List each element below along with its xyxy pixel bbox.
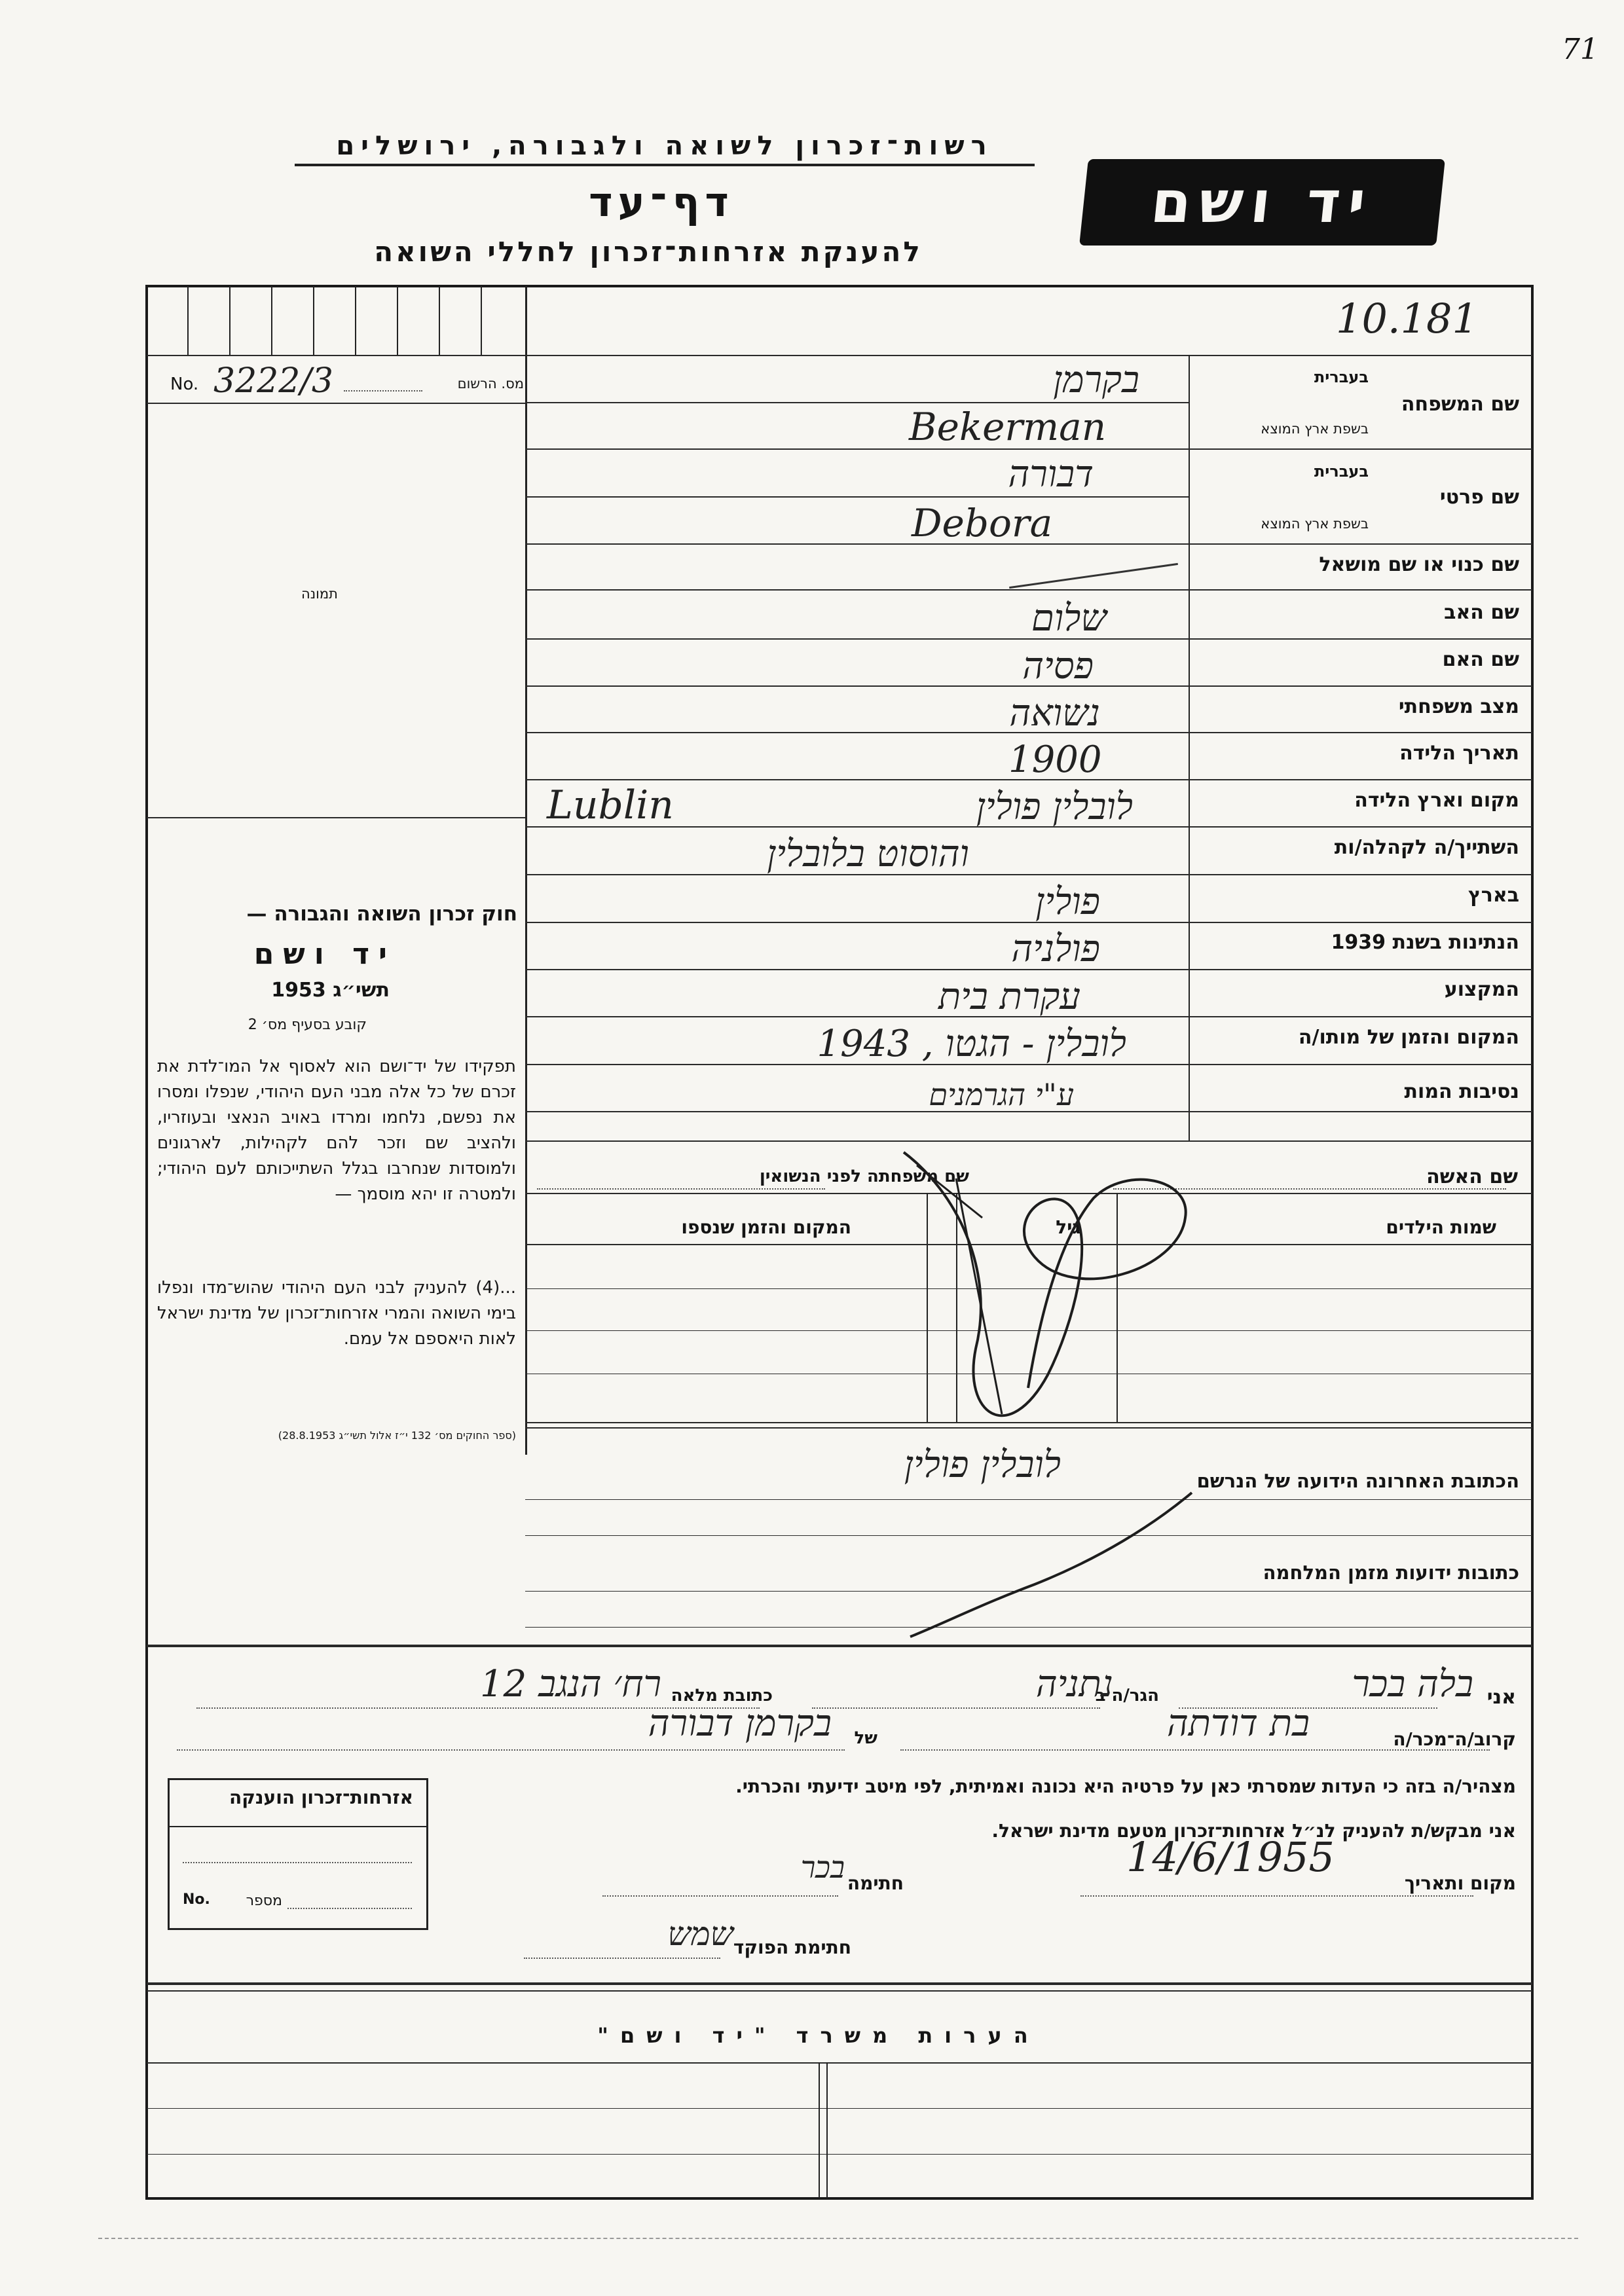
children-place-label: המקום והזמן שנספו (681, 1216, 851, 1238)
row-line (525, 638, 1532, 640)
law-body: תפקידו של יד־ושם הוא לאסוף אל המו־לדת את זכרם של כל אלה מבני העם היהודי, שנפלו ומסרו את נפשם, נלחמו ומרדו באויב הנאצי ובעוזריו, ולהציב שם וזכר להם לקהילות, לארגונים ולמוסדות שנחרבו בגלל השתייכותם לעם היהודי; ולמטרה זו יהא מוסמך — (157, 1057, 516, 1204)
declarant-city-value: נתניה (1035, 1663, 1113, 1705)
declarant-city-dots (812, 1707, 1100, 1709)
top-number: 10.181 (1336, 295, 1478, 342)
relation-of-dots (177, 1749, 845, 1751)
relation-dots (900, 1749, 1490, 1751)
citizenship-1939-label: הנתינות בשנת 1939 (1331, 931, 1519, 954)
row-line (1189, 448, 1532, 450)
registration-no-label: No. (170, 374, 199, 394)
bottom-edge-mark (98, 2238, 1578, 2239)
law-clause: קובע בסעיף מס׳ 2 (248, 1017, 367, 1033)
declarant-full-address-value: רח׳ הנגב 12 (480, 1663, 661, 1705)
office-notes-divider (819, 2062, 820, 2198)
profession-value: עקרת בית (938, 975, 1080, 1018)
page-number: 71 (1562, 33, 1598, 66)
registration-dots (344, 390, 422, 392)
first-name-origin-value: Debora (912, 501, 1053, 545)
grid-line (439, 286, 440, 355)
citizenship-box-title: אזרחות־זכרון הוענקה (229, 1787, 413, 1808)
family-name-hebrew-value: בקרמן (1053, 359, 1139, 401)
left-column-divider (525, 286, 527, 1455)
officer-dots (524, 1958, 720, 1959)
last-address-label: הכתובת האחרונה הידועה של הנרשם (1196, 1470, 1519, 1492)
value-line (525, 543, 1189, 545)
declarant-full-address-label: כתובת מלאה (671, 1686, 773, 1705)
declarant-name-value: בלה בכר (1352, 1663, 1473, 1705)
grid-line (147, 355, 1532, 356)
mother-value: פסיה (1022, 645, 1094, 687)
grid-line (147, 403, 525, 404)
value-line (525, 402, 1189, 403)
law-year: תשי״ג 1953 (271, 979, 390, 1002)
children-age-label: גיל (1056, 1216, 1080, 1238)
grid-line (147, 817, 525, 818)
office-notes-top-line (147, 1982, 1532, 1985)
profession-label: המקצוע (1444, 978, 1519, 1001)
grid-line (187, 286, 189, 355)
office-notes-line (147, 1990, 1532, 1992)
grid-line (481, 286, 482, 355)
declarant-address-label: הגר/ה ב (1095, 1686, 1159, 1705)
death-cause-label: נסיבות המות (1404, 1080, 1519, 1103)
crossing-out-scribble (877, 1139, 1244, 1467)
first-name-sub-origin: בשפת ארץ המוצא (1261, 516, 1369, 532)
grid-line (397, 286, 398, 355)
request-text: אני מבקש/ת להעניק לנ״ל אזרחות־זכרון מטעם מדינת ישראל. (991, 1820, 1516, 1842)
war-addresses-label: כתובות ידועות מזמן המלחמה (1263, 1561, 1519, 1584)
grid-line (355, 286, 356, 355)
mother-label: שם האם (1442, 648, 1519, 671)
office-notes-line (147, 2062, 1532, 2064)
first-name-label: שם פרטי (1439, 486, 1519, 509)
row-line (525, 874, 1532, 875)
signature-dots (602, 1895, 838, 1897)
value-line (525, 496, 1189, 498)
family-name-origin-value: Bekerman (909, 405, 1107, 449)
form-title: דף־עד (589, 178, 734, 226)
citizenship-box-number-label: מספר (246, 1893, 282, 1909)
wife-maiden-label: שם משפחתה לפני הנשואין (759, 1167, 969, 1186)
relation-value: בת דודתה (1166, 1702, 1310, 1745)
family-name-label: שם המשפחה (1401, 393, 1519, 416)
relation-of-value: בקרמן דבורה (648, 1702, 832, 1745)
place-date-dots (1080, 1895, 1473, 1897)
declarant-i-label: אני (1486, 1686, 1516, 1709)
birth-place-value: לובלין פולין (976, 786, 1133, 828)
marital-status-value: נשואה (1009, 692, 1100, 735)
birth-date-value: 1900 (1008, 738, 1102, 781)
relation-of-label: של (854, 1728, 877, 1748)
death-place-label: המקום והזמן של מותו/ה (1298, 1026, 1519, 1049)
law-name: יד ושם (253, 938, 396, 971)
form-subtitle: להענקת אזרחות־זכרון לחללי השואה (374, 236, 923, 268)
death-cause-value: ע"י הגרמנים (929, 1077, 1074, 1112)
citizenship-1939-value: פולניה (1011, 928, 1100, 970)
office-notes-title: הערות משרד "יד ושם" (597, 2023, 1040, 2048)
grid-line (229, 286, 231, 355)
office-notes-row (147, 2154, 1532, 2155)
scribble-path (904, 1152, 1186, 1415)
declarant-top-line (147, 1645, 1532, 1647)
last-address-value: לובלין פולין (904, 1444, 1061, 1486)
relation-label: קרוב/ה־מכר/ה (1393, 1728, 1516, 1750)
signature-value: בכר (800, 1850, 845, 1885)
place-date-value: 14/6/1955 (1126, 1833, 1335, 1881)
registration-value: 3222/3 (213, 361, 333, 401)
registration-row (170, 361, 524, 401)
law-title: חוק זכרון השואה והגבורה — (246, 902, 517, 926)
country-label: בארץ (1467, 884, 1519, 907)
signature-label: חתימה (847, 1872, 904, 1894)
marital-status-label: מצב משפחתי (1398, 695, 1519, 718)
row-line (525, 922, 1532, 923)
citizenship-granted-box (168, 1778, 428, 1930)
row-line (1189, 543, 1532, 545)
wife-label: שם האשה (1426, 1165, 1518, 1188)
authority-title: רשות־זכרון לשואה ולגבורה, ירושלים (295, 131, 1035, 166)
officer-label: חתימת הפוקד (733, 1937, 851, 1958)
father-value: שלום (1031, 597, 1107, 640)
office-notes-divider (826, 2062, 828, 2198)
crossing-out-line (904, 1486, 1205, 1643)
citizenship-box-dots (183, 1862, 412, 1863)
wife-maiden-dots (537, 1188, 825, 1190)
first-name-hebrew-value: דבורה (1008, 453, 1094, 496)
row-line (525, 589, 1532, 591)
grid-line (313, 286, 314, 355)
citizenship-box-no-label: No. (183, 1891, 210, 1908)
registration-label: מס. הרשום (457, 376, 524, 392)
father-label: שם האב (1444, 601, 1519, 624)
law-reference: (ספר החוקים מס׳ 132 י״ז אלול תשי״ג 28.8.1953) (278, 1429, 516, 1442)
family-name-sub-hebrew: בעברית (1314, 368, 1369, 386)
officer-value: שמש (667, 1915, 733, 1953)
citizenship-box-no-dots (287, 1908, 412, 1909)
death-place-value: לובלין - הגטו , 1943 (817, 1023, 1126, 1065)
birth-place-label: מקום וארץ הלידה (1354, 789, 1519, 812)
photo-label: תמונה (301, 586, 338, 602)
birth-date-label: תאריך הלידה (1399, 742, 1519, 765)
country-value: פולין (1035, 881, 1100, 923)
community-label: השתייך/ה לקהלה/ות (1334, 836, 1519, 859)
grid-line (271, 286, 272, 355)
place-date-label: מקום ותאריך (1404, 1872, 1516, 1894)
first-name-sub-hebrew: בעברית (1314, 462, 1369, 481)
law-clause4: ...(4) להעניק לבני העם היהודי שהוש־מדו ונפלו בימי השואה והמרי אזרחות־זכרון של מדינת ישראל לאות היאספם אל עמם. (157, 1278, 516, 1349)
logo-text: יד ושם (1147, 168, 1377, 236)
label-column-divider (1189, 355, 1190, 1140)
birth-place-latin-value: Lublin (547, 782, 674, 828)
family-name-sub-origin: בשפת ארץ המוצא (1261, 421, 1369, 437)
declaration-text: מצהיר/ה בזה כי העדות שמסרתי כאן על פרטיה היא נכונה ואמיתית, לפי מיטב ידיעתי והכרתי. (735, 1776, 1516, 1797)
yad-vashem-logo (1079, 159, 1445, 246)
last-address-line (525, 1427, 1532, 1429)
community-value: והוסוט בלובלין (767, 833, 969, 875)
children-names-label: שמות הילדים (1386, 1216, 1496, 1238)
office-notes-row (147, 2108, 1532, 2109)
citizenship-box-line (170, 1826, 426, 1827)
nickname-label: שם כנוי או שם מושאל (1319, 553, 1519, 576)
